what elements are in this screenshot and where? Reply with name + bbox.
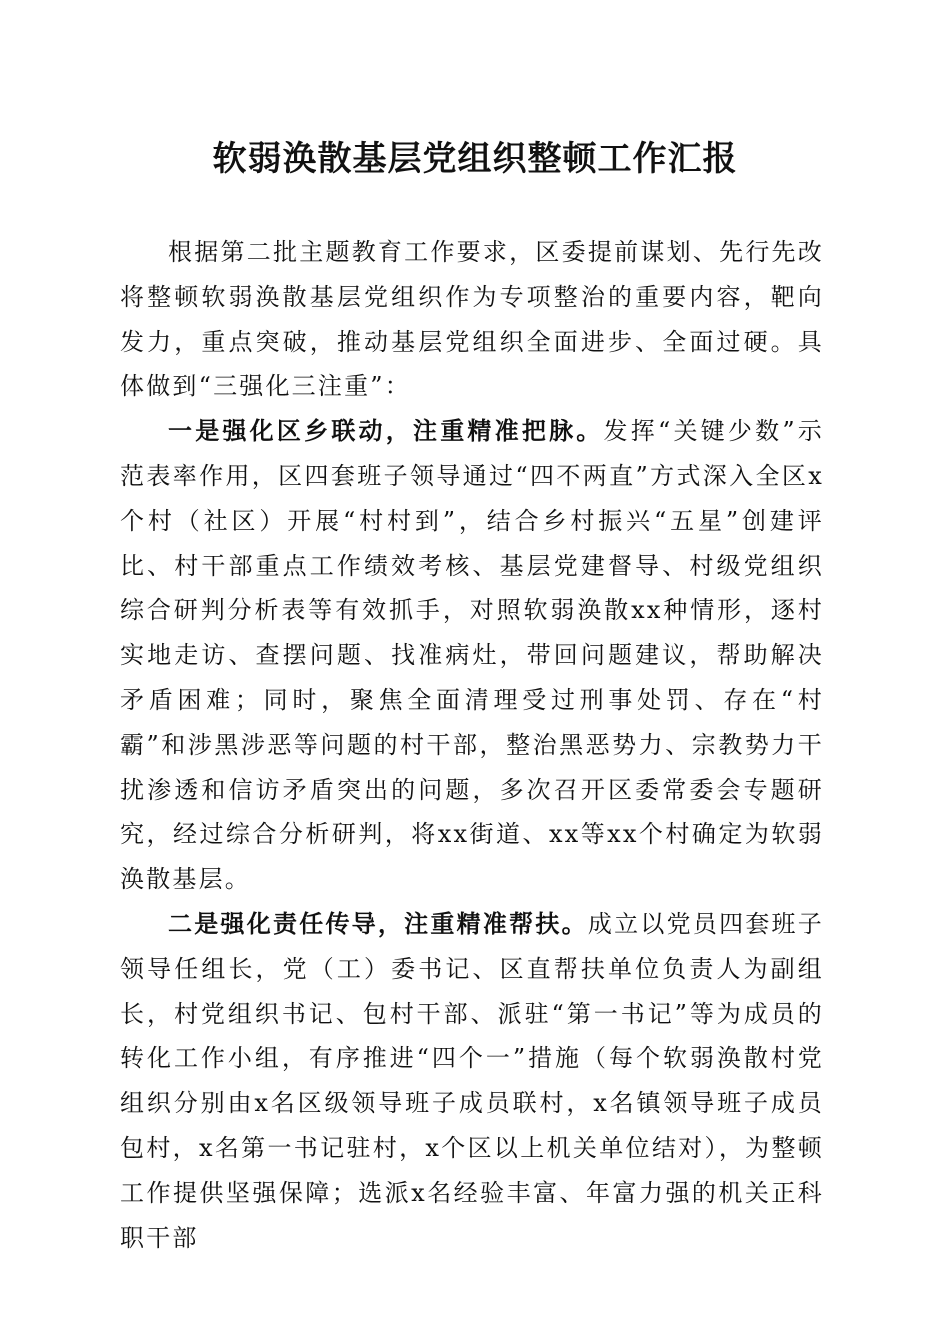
section-2-paragraph <box>120 902 824 1260</box>
section-1-lead: 一是强化区乡联动，注重精准把脉。 <box>168 416 604 446</box>
section-1-paragraph <box>120 409 824 902</box>
intro-paragraph: 根据第二批主题教育工作要求，区委提前谋划、先行先改将整顿软弱涣散基层党组织作为专项整治的重要内容，靶向发力，重点突破，推动基层党组织全面进步、全面过硬。具体做到“三强化三注重”： <box>120 238 824 401</box>
document-body <box>120 230 824 1260</box>
document-title: 软弱涣散基层党组织整顿工作汇报 <box>212 139 738 179</box>
section-2-lead: 二是强化责任传导，注重精准帮扶。 <box>168 908 588 938</box>
section-2-text: 成立以党员四套班子领导任组长，党（工）委书记、区直帮扶单位负责人为副组长，村党组织书记、包村干部、派驻“第一书记”等为成员的转化工作小组，有序推进“四个一”措施（每个软弱涣散村党组织分别由x名区级领导班子成员联村，x名镇领导班子成员包村，x名第一书记驻村，x个区以上机关单位结对），为整顿工作提供坚强保障；选派x名经验丰富、年富力强的机关正科职干部 <box>120 909 824 1252</box>
section-1-text: 发挥“关键少数”示范表率作用，区四套班子领导通过“四不两直”方式深入全区x个村（社区）开展“村村到”，结合乡村振兴“五星”创建评比、村干部重点工作绩效考核、基层党建督导、村级党组织综合研判分析表等有效抓手，对照软弱涣散xx种情形，逐村实地走访、查摆问题、找准病灶，带回问题建议，帮助解决矛盾困难；同时，聚焦全面清理受过刑事处罚、存在“村霸”和涉黑涉恶等问题的村干部，整治黑恶势力、宗教势力干扰渗透和信访矛盾突出的问题，多次召开区委常委会专题研究，经过综合分析研判，将xx街道、xx等xx个村确定为软弱涣散基层。 <box>120 417 825 894</box>
